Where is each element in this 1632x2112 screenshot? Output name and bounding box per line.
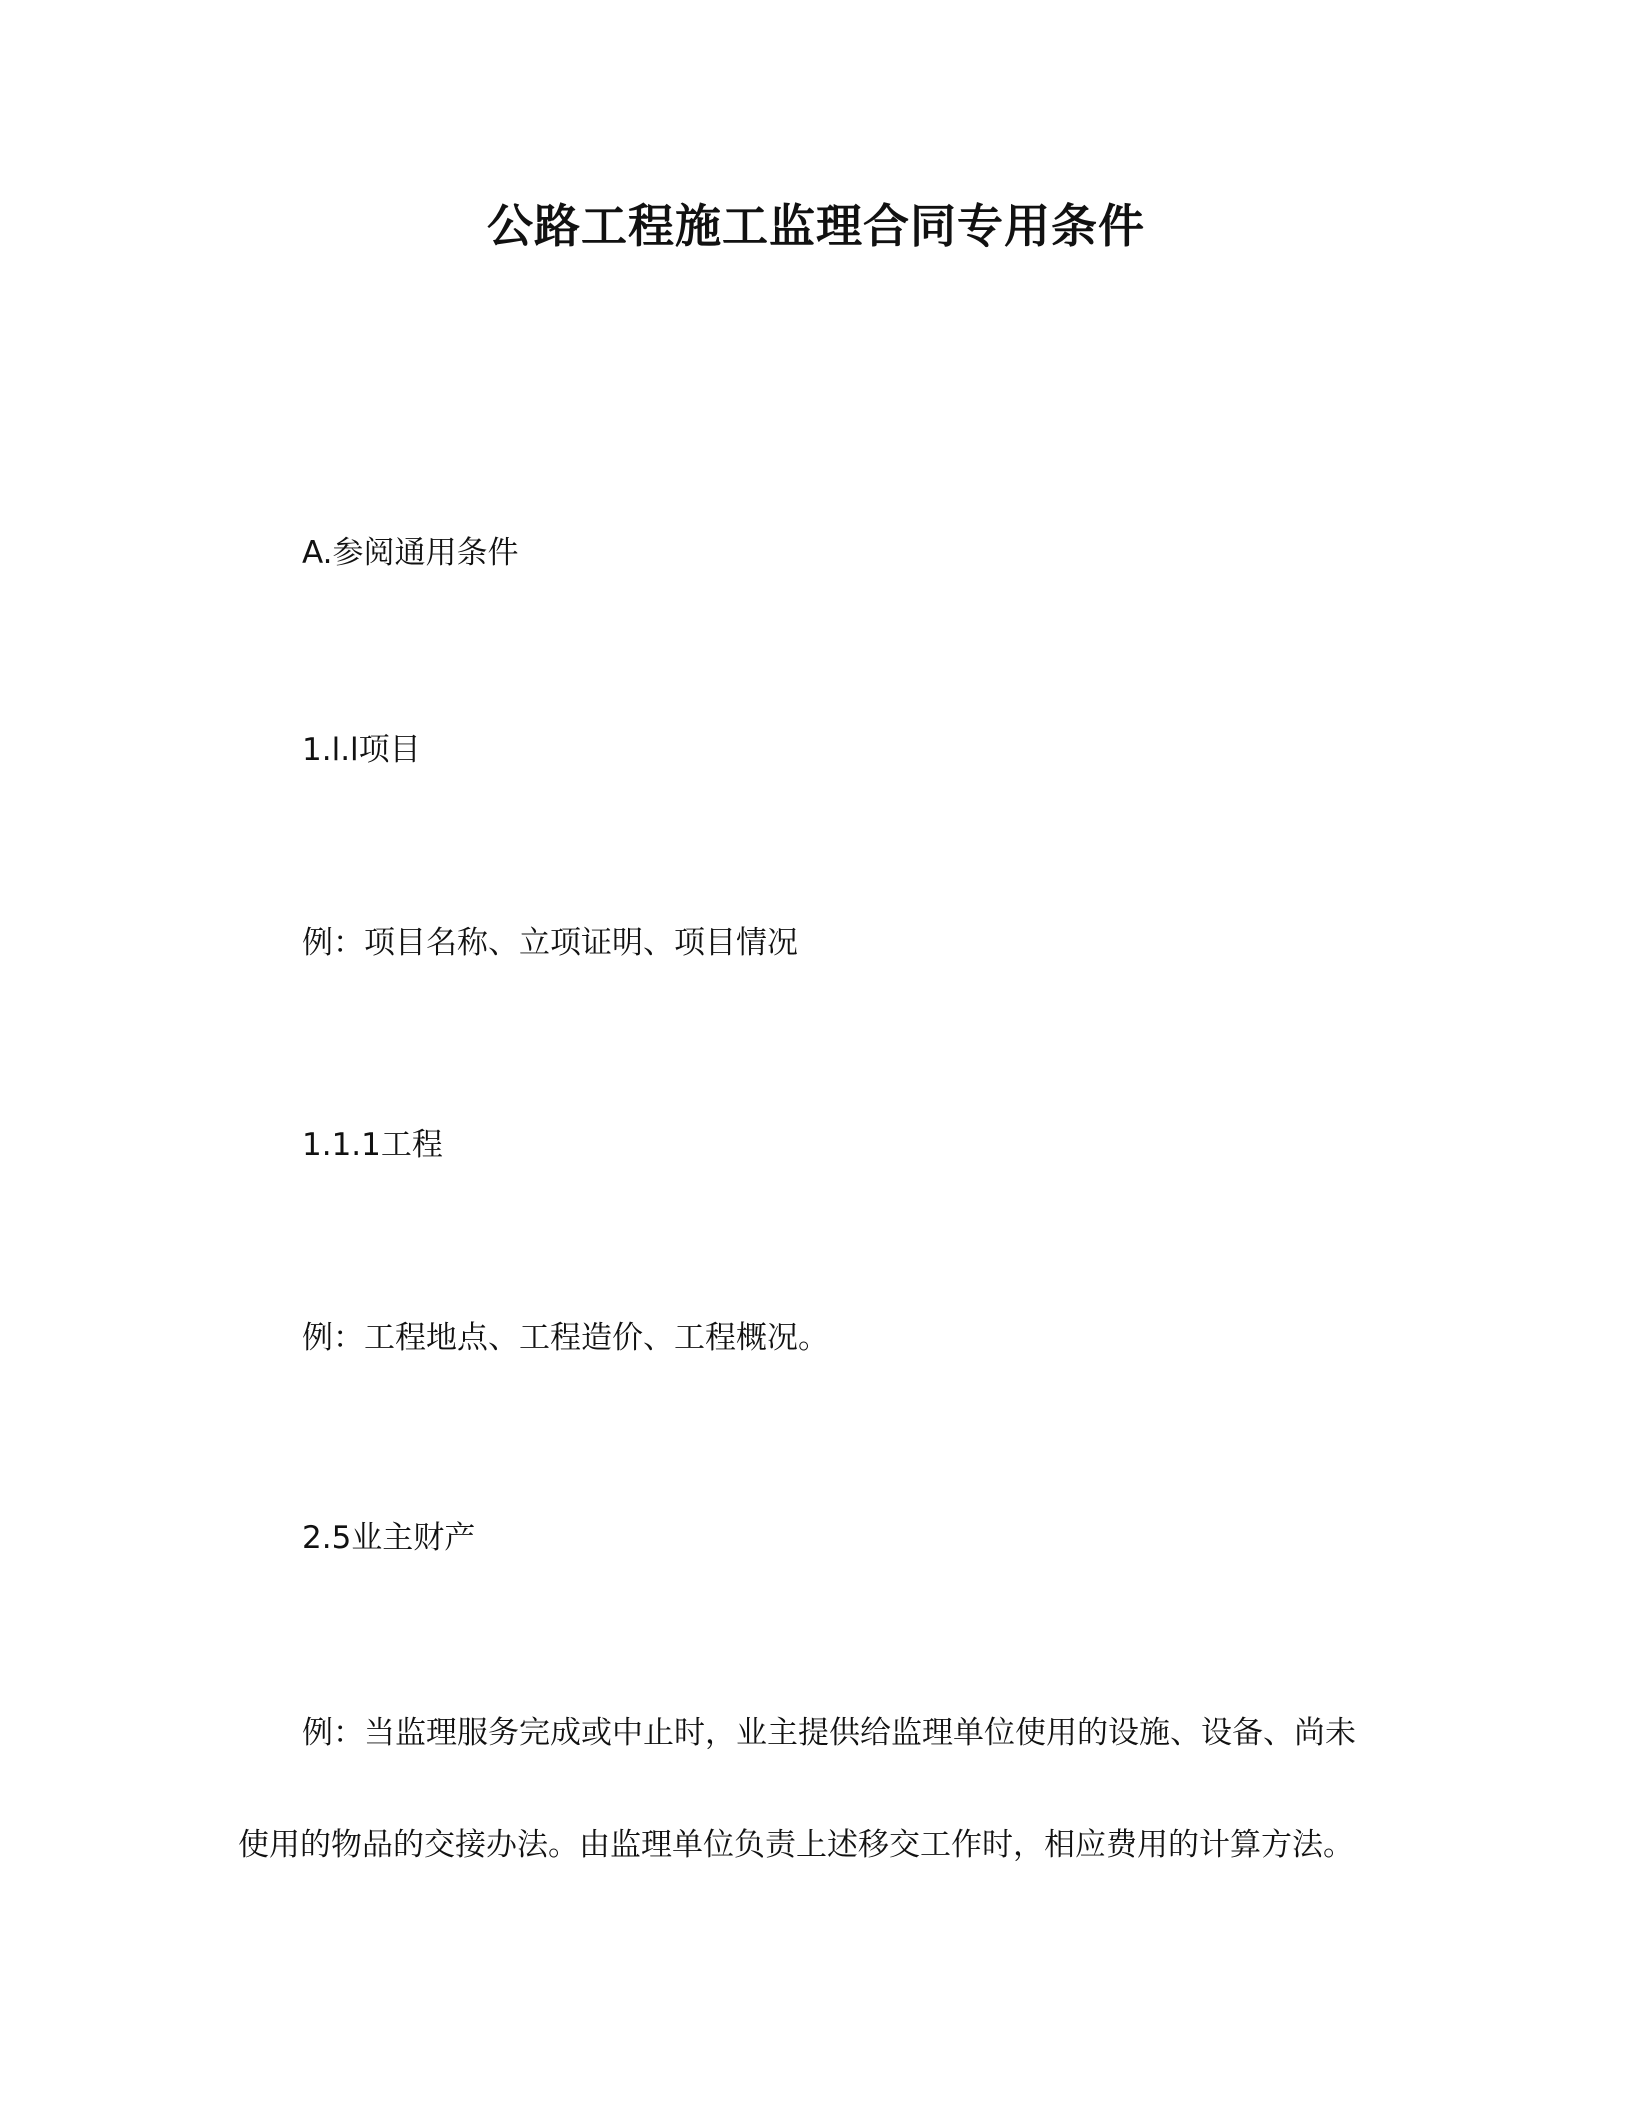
example-owner-property-line-2: 使用的物品的交接办法。由监理单位负责上述移交工作时，相应费用的计算方法。 xyxy=(238,1827,1354,1863)
example-owner-property-line-1: 例：当监理服务完成或中止时，业主提供给监理单位使用的设施、设备、尚未 xyxy=(302,1715,1356,1751)
section-heading-works: 1.1.1工程 xyxy=(302,1127,443,1163)
example-works: 例：工程地点、工程造价、工程概况。 xyxy=(302,1320,829,1356)
section-heading-project: 1.l.l项目 xyxy=(302,732,421,768)
example-project: 例：项目名称、立项证明、项目情况 xyxy=(302,925,798,961)
section-heading-owner-property: 2.5业主财产 xyxy=(302,1520,476,1556)
section-heading-general-conditions: A.参阅通用条件 xyxy=(302,535,519,571)
document-title: 公路工程施工监理合同专用条件 xyxy=(487,199,1145,253)
